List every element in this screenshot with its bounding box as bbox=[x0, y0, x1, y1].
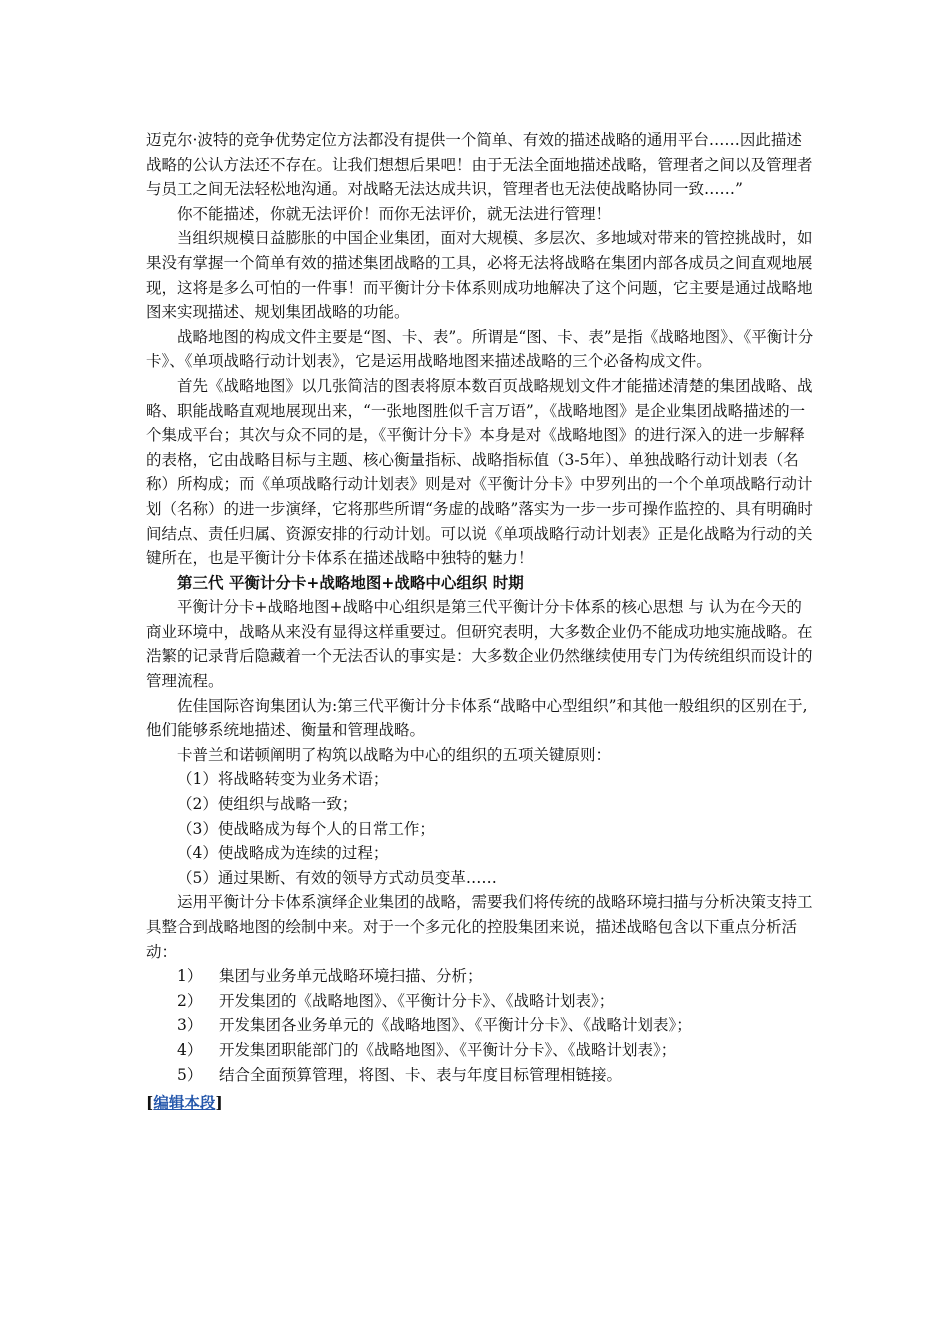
paragraph: 首先《战略地图》以几张简洁的图表将原本数百页战略规划文件才能描述清楚的集团战略、战略、职能战略直观地展现出来，“一张地图胜似千言万语”，《战略地图》是企业集团战略描述的一个集成平台；其次与众不同的是，《平衡计分卡》本身是对《战略地图》的进行深入的进一步解释的表格，它由战略目标与主题、核心衡量指标、战略指标值（3-5年）、单独战略行动计划表（名称）所构成；而《单项战略行动计划表》则是对《平衡计分卡》中罗列出的一个个单项战略行动计划（名称）的进一步演绎，它将那些所谓“务虚的战略”落实为一步一步可操作监控的、具有明确时间结点、责任归属、资源安排的行动计划。可以说《单项战略行动计划表》正是化战略为行动的关键所在，也是平衡计分卡体系在描述战略中独特的魅力！ bbox=[146, 376, 813, 568]
paragraph: 平衡计分卡+战略地图+战略中心组织是第三代平衡计分卡体系的核心思想 与 认为在今天的商业环境中，战略从来没有显得这样重要过。但研究表明，大多数企业仍不能成功地实施战略。在浩繁的记录背后隐藏着一个无法否认的事实是：大多数企业仍然继续使用专门为传统组织而设计的管理流程。 bbox=[146, 598, 813, 691]
activity-text: 集团与业务单元战略环境扫描、分析； bbox=[219, 967, 483, 986]
activity-number: 4） bbox=[177, 1040, 203, 1059]
principle-item: （3）使战略成为每个人的日常工作； bbox=[177, 819, 435, 838]
activity-number: 3） bbox=[177, 1016, 203, 1035]
activity-text: 开发集团的《战略地图》、《平衡计分卡》、《战略计划表》； bbox=[219, 991, 615, 1010]
activity-text: 结合全面预算管理，将图、卡、表与年度目标管理相链接。 bbox=[219, 1065, 623, 1084]
activity-item bbox=[146, 964, 816, 989]
bracket-open: [ bbox=[146, 1093, 154, 1113]
activity-item bbox=[146, 1063, 816, 1088]
principle-item: （4）使战略成为连续的过程； bbox=[177, 844, 389, 863]
paragraph: 战略地图的构成文件主要是“图、卡、表”。所谓是“图、卡、表”是指《战略地图》、《平衡计分卡》、《单项战略行动计划表》，它是运用战略地图来描述战略的三个必备构成文件。 bbox=[146, 327, 814, 371]
activity-item bbox=[146, 1013, 816, 1038]
principle-item: （1）将战略转变为业务术语； bbox=[177, 770, 389, 789]
activity-text: 开发集团职能部门的《战略地图》、《平衡计分卡》、《战略计划表》； bbox=[219, 1040, 677, 1059]
paragraph: 迈克尔·波特的竞争优势定位方法都没有提供一个简单、有效的描述战略的通用平台……因此描述战略的公认方法还不存在。让我们想想后果吧！由于无法全面地描述战略，管理者之间以及管理者与员工之间无法轻松地沟通。对战略无法达成共识，管理者也无法使战略协同一致……” bbox=[146, 131, 813, 199]
paragraph: 卡普兰和诺顿阐明了构筑以战略为中心的组织的五项关键原则： bbox=[177, 745, 612, 764]
document-body bbox=[146, 128, 816, 1116]
edit-section-link-wrap bbox=[146, 1091, 816, 1116]
activity-item bbox=[146, 989, 816, 1014]
paragraph: 运用平衡计分卡体系演绎企业集团的战略，需要我们将传统的战略环境扫描与分析决策支持工具整合到战略地图的绘制中来。对于一个多元化的控股集团来说，描述战略包含以下重点分析活动： bbox=[146, 893, 813, 961]
activity-item bbox=[146, 1038, 816, 1063]
bracket-close: ] bbox=[215, 1093, 223, 1113]
paragraph: 佐佳国际咨询集团认为:第三代平衡计分卡体系“战略中心型组织”和其他一般组织的区别在于,他们能够系统地描述、衡量和管理战略。 bbox=[146, 696, 808, 740]
section-heading: 第三代 平衡计分卡+战略地图+战略中心组织 时期 bbox=[177, 572, 524, 592]
principle-item: （5）通过果断、有效的领导方式动员变革…… bbox=[177, 868, 497, 887]
edit-section-link[interactable]: 编辑本段 bbox=[153, 1093, 216, 1113]
principle-item: （2）使组织与战略一致； bbox=[177, 795, 358, 814]
activity-number: 5） bbox=[177, 1065, 203, 1084]
activity-text: 开发集团各业务单元的《战略地图》、《平衡计分卡》、《战略计划表》； bbox=[219, 1016, 692, 1035]
paragraph: 当组织规模日益膨胀的中国企业集团，面对大规模、多层次、多地域对带来的管控挑战时，如果没有掌握一个简单有效的描述集团战略的工具，必将无法将战略在集团内部各成员之间直观地展现，这将是多么可怕的一件事！而平衡计分卡体系则成功地解决了这个问题，它主要是通过战略地图来实现描述、规划集团战略的功能。 bbox=[146, 229, 813, 322]
activity-number: 2） bbox=[177, 991, 203, 1010]
activity-number: 1） bbox=[177, 967, 203, 986]
paragraph: 你不能描述，你就无法评价！而你无法评价，就无法进行管理！ bbox=[177, 204, 612, 223]
